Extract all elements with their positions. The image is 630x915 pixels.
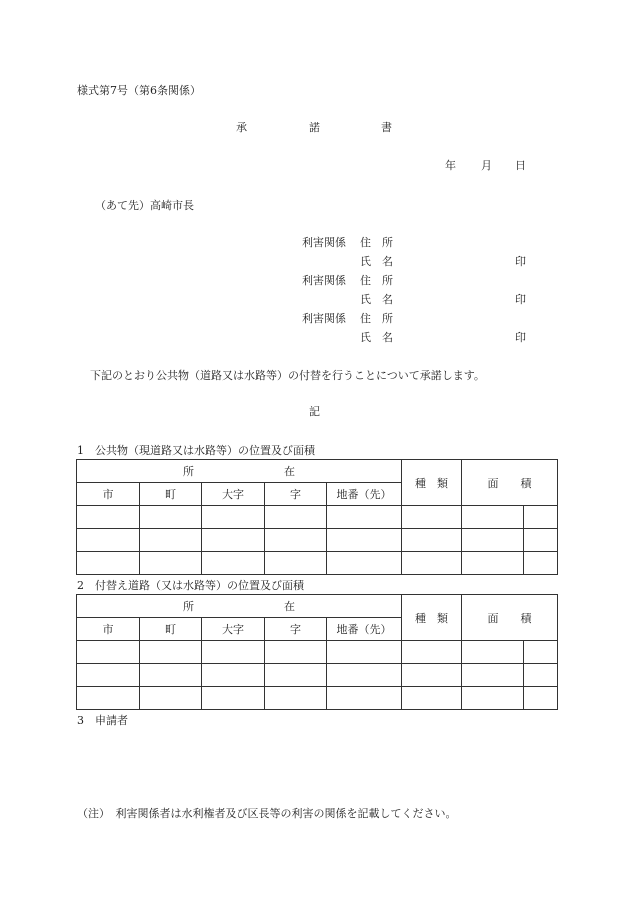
location-char-2: 在 [284,600,296,613]
title-char-2: 諾 [309,121,320,134]
col-town: 町 [140,483,202,506]
col-city: 市 [77,483,140,506]
location-header [77,595,402,618]
location-char-2: 在 [284,465,296,478]
form-number: 様式第7号（第6条関係） [77,84,201,97]
col-lot: 地番（先） [327,618,402,641]
name-label: 氏 名 [360,331,393,344]
location-table-1 [76,459,558,575]
col-oaza: 大字 [202,618,265,641]
seal-mark: 印 [515,331,526,344]
section1-title: 1 公共物（現道路又は水路等）の位置及び面積 [77,444,315,457]
note: （注） 利害関係者は水利権者及び区長等の利害の関係を記載してください。 [77,807,457,820]
title-char-3: 書 [381,121,392,134]
address-label: 住 所 [360,236,393,249]
col-lot: 地番（先） [327,483,402,506]
section3-title: 3 申請者 [77,714,128,727]
table-row [77,529,558,552]
col-aza: 字 [265,483,327,506]
seal-mark: 印 [515,255,526,268]
date-year: 年 [445,159,456,172]
col-aza: 字 [265,618,327,641]
address-label: 住 所 [360,274,393,287]
col-city: 市 [77,618,140,641]
location-table-2 [76,594,558,710]
col-town: 町 [140,618,202,641]
table-row [77,506,558,529]
location-header [77,460,402,483]
date-month: 月 [481,159,492,172]
col-oaza: 大字 [202,483,265,506]
area-header: 面 積 [462,595,558,641]
table-row [77,687,558,710]
name-label: 氏 名 [360,293,393,306]
party-label: 利害関係 [302,312,346,325]
body-text: 下記のとおり公共物（道路又は水路等）の付替を行うことについて承諾します。 [90,369,485,382]
date-day: 日 [515,159,526,172]
seal-mark: 印 [515,293,526,306]
ki-heading: 記 [309,405,320,418]
location-char-1: 所 [183,465,195,478]
address-label: 住 所 [360,312,393,325]
addressee: （あて先）高崎市長 [95,199,194,212]
table-row [77,664,558,687]
type-header: 種 類 [402,595,462,641]
table-row [77,641,558,664]
table-row [77,552,558,575]
party-label: 利害関係 [302,274,346,287]
area-header: 面 積 [462,460,558,506]
name-label: 氏 名 [360,255,393,268]
type-header: 種 類 [402,460,462,506]
title-char-1: 承 [236,121,247,134]
location-char-1: 所 [183,600,195,613]
party-label: 利害関係 [302,236,346,249]
section2-title: 2 付替え道路（又は水路等）の位置及び面積 [77,579,304,592]
